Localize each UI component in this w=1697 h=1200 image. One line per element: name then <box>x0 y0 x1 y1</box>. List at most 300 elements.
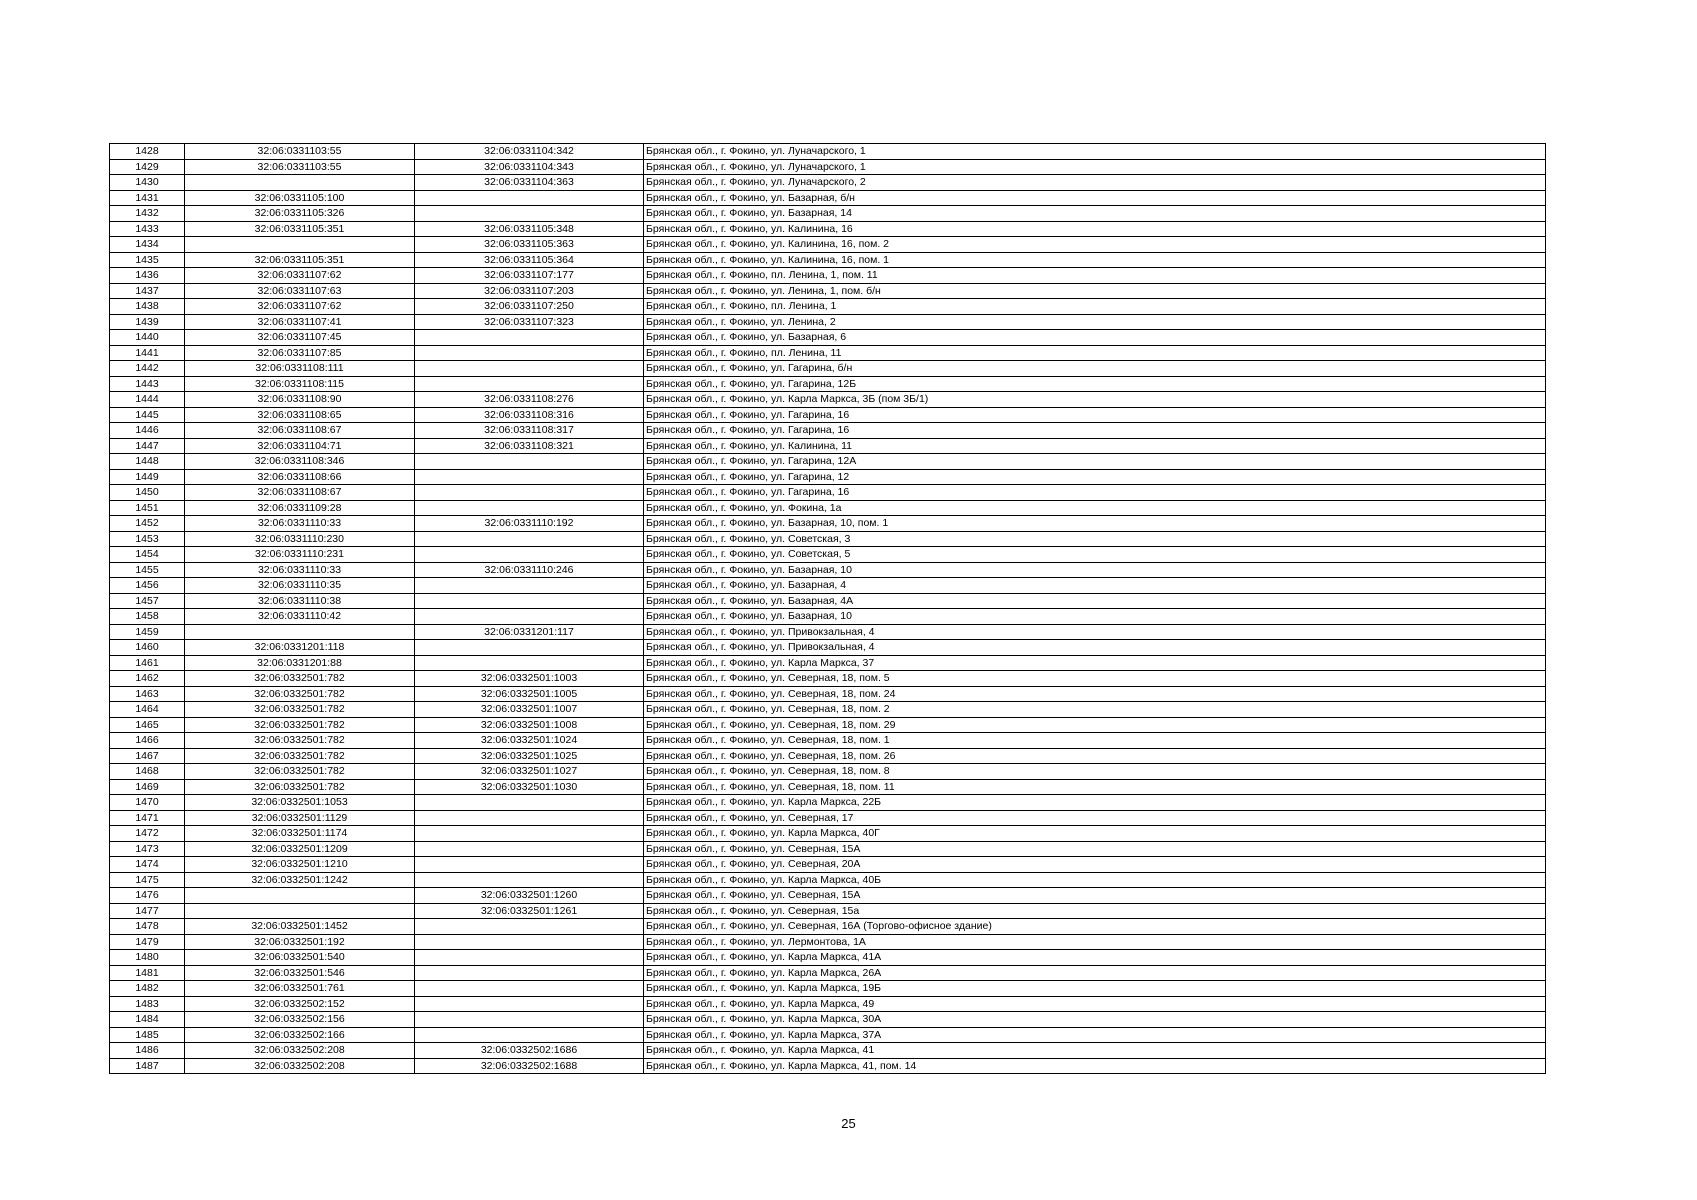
row-number-cell: 1430 <box>110 175 185 191</box>
object-number-cell: 32:06:0331108:317 <box>415 423 644 439</box>
table-row <box>110 903 1546 919</box>
address-cell: Брянская обл., г. Фокино, ул. Северная, 18, пом. 24 <box>644 686 1546 702</box>
row-number-cell: 1484 <box>110 1012 185 1028</box>
land-parcel-number-cell: 32:06:0331201:118 <box>185 640 415 656</box>
address-cell: Брянская обл., г. Фокино, пл. Ленина, 11 <box>644 345 1546 361</box>
row-number-cell: 1459 <box>110 624 185 640</box>
row-number-cell: 1480 <box>110 950 185 966</box>
table-row <box>110 578 1546 594</box>
row-number-cell: 1432 <box>110 206 185 222</box>
land-parcel-number-cell: 32:06:0331107:63 <box>185 283 415 299</box>
address-cell: Брянская обл., г. Фокино, ул. Базарная, 4 <box>644 578 1546 594</box>
row-number-cell: 1469 <box>110 779 185 795</box>
land-parcel-number-cell <box>185 237 415 253</box>
object-number-cell <box>415 454 644 470</box>
address-cell: Брянская обл., г. Фокино, ул. Советская, 5 <box>644 547 1546 563</box>
address-cell: Брянская обл., г. Фокино, ул. Северная, 18, пом. 26 <box>644 748 1546 764</box>
object-number-cell: 32:06:0332502:1686 <box>415 1043 644 1059</box>
row-number-cell: 1445 <box>110 407 185 423</box>
table-row <box>110 159 1546 175</box>
land-parcel-number-cell: 32:06:0331107:85 <box>185 345 415 361</box>
table-row <box>110 1058 1546 1074</box>
row-number-cell: 1478 <box>110 919 185 935</box>
object-number-cell: 32:06:0332501:1261 <box>415 903 644 919</box>
address-cell: Брянская обл., г. Фокино, ул. Базарная, 10, пом. 1 <box>644 516 1546 532</box>
object-number-cell <box>415 919 644 935</box>
table-row <box>110 423 1546 439</box>
land-parcel-number-cell: 32:06:0332501:1129 <box>185 810 415 826</box>
row-number-cell: 1428 <box>110 144 185 160</box>
land-parcel-number-cell: 32:06:0332501:782 <box>185 733 415 749</box>
address-cell: Брянская обл., г. Фокино, ул. Карла Маркса, 26А <box>644 965 1546 981</box>
land-parcel-number-cell: 32:06:0331109:28 <box>185 500 415 516</box>
address-cell: Брянская обл., г. Фокино, ул. Карла Маркса, 22Б <box>644 795 1546 811</box>
land-parcel-number-cell: 32:06:0332502:152 <box>185 996 415 1012</box>
table-row <box>110 779 1546 795</box>
land-parcel-number-cell: 32:06:0331107:62 <box>185 299 415 315</box>
land-parcel-number-cell: 32:06:0331107:41 <box>185 314 415 330</box>
table-row <box>110 609 1546 625</box>
row-number-cell: 1479 <box>110 934 185 950</box>
row-number-cell: 1467 <box>110 748 185 764</box>
address-cell: Брянская обл., г. Фокино, ул. Калинина, 11 <box>644 438 1546 454</box>
object-number-cell: 32:06:0331104:363 <box>415 175 644 191</box>
table-row <box>110 190 1546 206</box>
object-number-cell <box>415 593 644 609</box>
address-cell: Брянская обл., г. Фокино, ул. Базарная, 14 <box>644 206 1546 222</box>
address-cell: Брянская обл., г. Фокино, ул. Базарная, 10 <box>644 562 1546 578</box>
address-cell: Брянская обл., г. Фокино, ул. Гагарина, 12А <box>644 454 1546 470</box>
row-number-cell: 1477 <box>110 903 185 919</box>
object-number-cell: 32:06:0331105:348 <box>415 221 644 237</box>
table-row <box>110 392 1546 408</box>
object-number-cell <box>415 640 644 656</box>
row-number-cell: 1476 <box>110 888 185 904</box>
table-row <box>110 469 1546 485</box>
table-row <box>110 826 1546 842</box>
object-number-cell <box>415 376 644 392</box>
row-number-cell: 1438 <box>110 299 185 315</box>
address-cell: Брянская обл., г. Фокино, ул. Карла Маркса, 19Б <box>644 981 1546 997</box>
table-row <box>110 485 1546 501</box>
table-row <box>110 500 1546 516</box>
row-number-cell: 1473 <box>110 841 185 857</box>
row-number-cell: 1470 <box>110 795 185 811</box>
land-parcel-number-cell: 32:06:0332501:1174 <box>185 826 415 842</box>
row-number-cell: 1436 <box>110 268 185 284</box>
address-cell: Брянская обл., г. Фокино, ул. Калинина, 16 <box>644 221 1546 237</box>
land-parcel-number-cell: 32:06:0331110:42 <box>185 609 415 625</box>
row-number-cell: 1446 <box>110 423 185 439</box>
land-parcel-number-cell <box>185 888 415 904</box>
object-number-cell <box>415 795 644 811</box>
table-row <box>110 438 1546 454</box>
object-number-cell <box>415 655 644 671</box>
table-row <box>110 981 1546 997</box>
land-parcel-number-cell: 32:06:0331108:66 <box>185 469 415 485</box>
row-number-cell: 1447 <box>110 438 185 454</box>
table-row <box>110 919 1546 935</box>
land-parcel-number-cell: 32:06:0331103:55 <box>185 159 415 175</box>
object-number-cell <box>415 857 644 873</box>
address-cell: Брянская обл., г. Фокино, ул. Луначарского, 1 <box>644 159 1546 175</box>
row-number-cell: 1429 <box>110 159 185 175</box>
table-row <box>110 516 1546 532</box>
row-number-cell: 1456 <box>110 578 185 594</box>
land-parcel-number-cell: 32:06:0331108:111 <box>185 361 415 377</box>
table-row <box>110 965 1546 981</box>
table-row <box>110 268 1546 284</box>
object-number-cell: 32:06:0331107:323 <box>415 314 644 330</box>
row-number-cell: 1435 <box>110 252 185 268</box>
address-cell: Брянская обл., г. Фокино, ул. Базарная, б/н <box>644 190 1546 206</box>
table-row <box>110 299 1546 315</box>
address-cell: Брянская обл., г. Фокино, ул. Гагарина, 12Б <box>644 376 1546 392</box>
address-cell: Брянская обл., г. Фокино, ул. Северная, 16А (Торгово-офисное здание) <box>644 919 1546 935</box>
object-number-cell: 32:06:0332501:1027 <box>415 764 644 780</box>
land-parcel-number-cell: 32:06:0332502:166 <box>185 1027 415 1043</box>
land-parcel-number-cell: 32:06:0331108:90 <box>185 392 415 408</box>
land-parcel-number-cell: 32:06:0332501:1242 <box>185 872 415 888</box>
address-cell: Брянская обл., г. Фокино, ул. Карла Маркса, 41, пом. 14 <box>644 1058 1546 1074</box>
row-number-cell: 1434 <box>110 237 185 253</box>
table-row <box>110 996 1546 1012</box>
land-parcel-number-cell: 32:06:0331110:35 <box>185 578 415 594</box>
address-cell: Брянская обл., г. Фокино, ул. Северная, 18, пом. 5 <box>644 671 1546 687</box>
table-row <box>110 686 1546 702</box>
object-number-cell <box>415 531 644 547</box>
row-number-cell: 1464 <box>110 702 185 718</box>
table-row <box>110 640 1546 656</box>
address-cell: Брянская обл., г. Фокино, ул. Гагарина, 16 <box>644 407 1546 423</box>
table-row <box>110 407 1546 423</box>
object-number-cell <box>415 810 644 826</box>
object-number-cell: 32:06:0331201:117 <box>415 624 644 640</box>
object-number-cell <box>415 485 644 501</box>
table-row <box>110 671 1546 687</box>
object-number-cell <box>415 500 644 516</box>
address-cell: Брянская обл., г. Фокино, ул. Карла Маркса, 41 <box>644 1043 1546 1059</box>
address-cell: Брянская обл., г. Фокино, ул. Лермонтова, 1А <box>644 934 1546 950</box>
row-number-cell: 1487 <box>110 1058 185 1074</box>
row-number-cell: 1458 <box>110 609 185 625</box>
table-row <box>110 252 1546 268</box>
row-number-cell: 1455 <box>110 562 185 578</box>
row-number-cell: 1471 <box>110 810 185 826</box>
address-cell: Брянская обл., г. Фокино, ул. Карла Маркса, 3Б (пом 3Б/1) <box>644 392 1546 408</box>
row-number-cell: 1451 <box>110 500 185 516</box>
row-number-cell: 1472 <box>110 826 185 842</box>
table-row <box>110 175 1546 191</box>
object-number-cell: 32:06:0331105:363 <box>415 237 644 253</box>
land-parcel-number-cell: 32:06:0331108:67 <box>185 423 415 439</box>
land-parcel-number-cell: 32:06:0331108:67 <box>185 485 415 501</box>
address-cell: Брянская обл., г. Фокино, ул. Северная, 17 <box>644 810 1546 826</box>
table-row <box>110 593 1546 609</box>
object-number-cell <box>415 965 644 981</box>
table-row <box>110 748 1546 764</box>
object-number-cell <box>415 578 644 594</box>
land-parcel-number-cell: 32:06:0331105:351 <box>185 221 415 237</box>
table-row <box>110 950 1546 966</box>
row-number-cell: 1463 <box>110 686 185 702</box>
object-number-cell <box>415 950 644 966</box>
land-parcel-number-cell: 32:06:0332501:540 <box>185 950 415 966</box>
cadastral-table <box>109 143 1546 1074</box>
address-cell: Брянская обл., г. Фокино, ул. Карла Маркса, 41А <box>644 950 1546 966</box>
land-parcel-number-cell: 32:06:0332501:782 <box>185 779 415 795</box>
address-cell: Брянская обл., г. Фокино, ул. Северная, 18, пом. 1 <box>644 733 1546 749</box>
object-number-cell: 32:06:0331107:250 <box>415 299 644 315</box>
table-row <box>110 531 1546 547</box>
table-row <box>110 841 1546 857</box>
row-number-cell: 1468 <box>110 764 185 780</box>
land-parcel-number-cell: 32:06:0332502:208 <box>185 1058 415 1074</box>
object-number-cell <box>415 330 644 346</box>
row-number-cell: 1444 <box>110 392 185 408</box>
row-number-cell: 1431 <box>110 190 185 206</box>
row-number-cell: 1442 <box>110 361 185 377</box>
row-number-cell: 1457 <box>110 593 185 609</box>
address-cell: Брянская обл., г. Фокино, ул. Калинина, 16, пом. 1 <box>644 252 1546 268</box>
object-number-cell: 32:06:0331107:203 <box>415 283 644 299</box>
object-number-cell: 32:06:0332501:1025 <box>415 748 644 764</box>
table-row <box>110 1027 1546 1043</box>
land-parcel-number-cell: 32:06:0332501:1452 <box>185 919 415 935</box>
object-number-cell <box>415 996 644 1012</box>
table-row <box>110 717 1546 733</box>
address-cell: Брянская обл., г. Фокино, ул. Привокзальная, 4 <box>644 624 1546 640</box>
object-number-cell <box>415 1012 644 1028</box>
table-row <box>110 454 1546 470</box>
land-parcel-number-cell: 32:06:0331108:115 <box>185 376 415 392</box>
land-parcel-number-cell <box>185 175 415 191</box>
address-cell: Брянская обл., г. Фокино, ул. Базарная, 6 <box>644 330 1546 346</box>
object-number-cell <box>415 841 644 857</box>
table-row <box>110 361 1546 377</box>
land-parcel-number-cell: 32:06:0331107:45 <box>185 330 415 346</box>
table-row <box>110 283 1546 299</box>
address-cell: Брянская обл., г. Фокино, ул. Северная, 18, пом. 29 <box>644 717 1546 733</box>
address-cell: Брянская обл., г. Фокино, ул. Северная, 18, пом. 11 <box>644 779 1546 795</box>
row-number-cell: 1452 <box>110 516 185 532</box>
object-number-cell: 32:06:0331108:321 <box>415 438 644 454</box>
table-row <box>110 872 1546 888</box>
row-number-cell: 1441 <box>110 345 185 361</box>
land-parcel-number-cell: 32:06:0332501:782 <box>185 702 415 718</box>
row-number-cell: 1474 <box>110 857 185 873</box>
land-parcel-number-cell: 32:06:0331108:346 <box>185 454 415 470</box>
object-number-cell <box>415 345 644 361</box>
object-number-cell <box>415 547 644 563</box>
object-number-cell <box>415 872 644 888</box>
object-number-cell: 32:06:0332501:1008 <box>415 717 644 733</box>
land-parcel-number-cell: 32:06:0332502:156 <box>185 1012 415 1028</box>
address-cell: Брянская обл., г. Фокино, ул. Северная, 20А <box>644 857 1546 873</box>
row-number-cell: 1454 <box>110 547 185 563</box>
object-number-cell: 32:06:0331110:246 <box>415 562 644 578</box>
object-number-cell <box>415 206 644 222</box>
table-row <box>110 888 1546 904</box>
row-number-cell: 1439 <box>110 314 185 330</box>
table-row <box>110 934 1546 950</box>
row-number-cell: 1486 <box>110 1043 185 1059</box>
table-row <box>110 562 1546 578</box>
address-cell: Брянская обл., г. Фокино, ул. Карла Маркса, 30А <box>644 1012 1546 1028</box>
object-number-cell <box>415 1027 644 1043</box>
address-cell: Брянская обл., г. Фокино, ул. Калинина, 16, пом. 2 <box>644 237 1546 253</box>
object-number-cell <box>415 609 644 625</box>
table-row <box>110 330 1546 346</box>
address-cell: Брянская обл., г. Фокино, пл. Ленина, 1 <box>644 299 1546 315</box>
row-number-cell: 1483 <box>110 996 185 1012</box>
land-parcel-number-cell: 32:06:0331105:100 <box>185 190 415 206</box>
table-row <box>110 206 1546 222</box>
land-parcel-number-cell: 32:06:0332501:546 <box>185 965 415 981</box>
object-number-cell: 32:06:0332501:1003 <box>415 671 644 687</box>
row-number-cell: 1475 <box>110 872 185 888</box>
object-number-cell: 32:06:0331104:343 <box>415 159 644 175</box>
row-number-cell: 1460 <box>110 640 185 656</box>
table-row <box>110 237 1546 253</box>
address-cell: Брянская обл., г. Фокино, ул. Советская, 3 <box>644 531 1546 547</box>
land-parcel-number-cell: 32:06:0331107:62 <box>185 268 415 284</box>
object-number-cell: 32:06:0331108:316 <box>415 407 644 423</box>
object-number-cell <box>415 981 644 997</box>
land-parcel-number-cell: 32:06:0332501:192 <box>185 934 415 950</box>
address-cell: Брянская обл., г. Фокино, ул. Карла Маркса, 40Б <box>644 872 1546 888</box>
land-parcel-number-cell: 32:06:0331108:65 <box>185 407 415 423</box>
object-number-cell <box>415 190 644 206</box>
row-number-cell: 1462 <box>110 671 185 687</box>
object-number-cell <box>415 934 644 950</box>
table-row <box>110 376 1546 392</box>
address-cell: Брянская обл., г. Фокино, ул. Карла Маркса, 49 <box>644 996 1546 1012</box>
object-number-cell: 32:06:0332501:1005 <box>415 686 644 702</box>
address-cell: Брянская обл., г. Фокино, ул. Карла Маркса, 37А <box>644 1027 1546 1043</box>
object-number-cell <box>415 826 644 842</box>
address-cell: Брянская обл., г. Фокино, ул. Северная, 18, пом. 8 <box>644 764 1546 780</box>
land-parcel-number-cell: 32:06:0331110:33 <box>185 516 415 532</box>
land-parcel-number-cell: 32:06:0332501:782 <box>185 686 415 702</box>
object-number-cell: 32:06:0332501:1024 <box>415 733 644 749</box>
address-cell: Брянская обл., г. Фокино, ул. Привокзальная, 4 <box>644 640 1546 656</box>
address-cell: Брянская обл., г. Фокино, ул. Базарная, 4А <box>644 593 1546 609</box>
row-number-cell: 1481 <box>110 965 185 981</box>
land-parcel-number-cell: 32:06:0331105:326 <box>185 206 415 222</box>
object-number-cell: 32:06:0332502:1688 <box>415 1058 644 1074</box>
land-parcel-number-cell: 32:06:0332501:1209 <box>185 841 415 857</box>
address-cell: Брянская обл., г. Фокино, ул. Луначарского, 2 <box>644 175 1546 191</box>
land-parcel-number-cell: 32:06:0332501:782 <box>185 671 415 687</box>
land-parcel-number-cell: 32:06:0332502:208 <box>185 1043 415 1059</box>
object-number-cell: 32:06:0331105:364 <box>415 252 644 268</box>
land-parcel-number-cell: 32:06:0331110:38 <box>185 593 415 609</box>
address-cell: Брянская обл., г. Фокино, ул. Северная, 18, пом. 2 <box>644 702 1546 718</box>
address-cell: Брянская обл., г. Фокино, ул. Гагарина, 16 <box>644 485 1546 501</box>
land-parcel-number-cell: 32:06:0331201:88 <box>185 655 415 671</box>
object-number-cell <box>415 361 644 377</box>
table-row <box>110 655 1546 671</box>
land-parcel-number-cell <box>185 624 415 640</box>
land-parcel-number-cell: 32:06:0332501:1053 <box>185 795 415 811</box>
land-parcel-number-cell: 32:06:0331104:71 <box>185 438 415 454</box>
land-parcel-number-cell: 32:06:0331110:33 <box>185 562 415 578</box>
land-parcel-number-cell: 32:06:0332501:761 <box>185 981 415 997</box>
table-row <box>110 733 1546 749</box>
table-row <box>110 144 1546 160</box>
address-cell: Брянская обл., г. Фокино, ул. Гагарина, 16 <box>644 423 1546 439</box>
object-number-cell: 32:06:0331110:192 <box>415 516 644 532</box>
table-row <box>110 810 1546 826</box>
address-cell: Брянская обл., г. Фокино, ул. Гагарина, 12 <box>644 469 1546 485</box>
cadastral-table-body <box>110 144 1546 1074</box>
address-cell: Брянская обл., г. Фокино, ул. Северная, 15а <box>644 903 1546 919</box>
row-number-cell: 1482 <box>110 981 185 997</box>
row-number-cell: 1449 <box>110 469 185 485</box>
table-row <box>110 764 1546 780</box>
land-parcel-number-cell <box>185 903 415 919</box>
row-number-cell: 1440 <box>110 330 185 346</box>
object-number-cell: 32:06:0332501:1030 <box>415 779 644 795</box>
table-row <box>110 702 1546 718</box>
land-parcel-number-cell: 32:06:0331103:55 <box>185 144 415 160</box>
land-parcel-number-cell: 32:06:0331110:230 <box>185 531 415 547</box>
row-number-cell: 1443 <box>110 376 185 392</box>
table-row <box>110 221 1546 237</box>
object-number-cell: 32:06:0331104:342 <box>415 144 644 160</box>
row-number-cell: 1433 <box>110 221 185 237</box>
object-number-cell: 32:06:0331108:276 <box>415 392 644 408</box>
table-row <box>110 1012 1546 1028</box>
table-row <box>110 1043 1546 1059</box>
table-row <box>110 795 1546 811</box>
row-number-cell: 1450 <box>110 485 185 501</box>
row-number-cell: 1485 <box>110 1027 185 1043</box>
table-row <box>110 345 1546 361</box>
land-parcel-number-cell: 32:06:0332501:1210 <box>185 857 415 873</box>
land-parcel-number-cell: 32:06:0331110:231 <box>185 547 415 563</box>
table-row <box>110 624 1546 640</box>
land-parcel-number-cell: 32:06:0332501:782 <box>185 717 415 733</box>
address-cell: Брянская обл., г. Фокино, ул. Базарная, 10 <box>644 609 1546 625</box>
object-number-cell <box>415 469 644 485</box>
row-number-cell: 1466 <box>110 733 185 749</box>
land-parcel-number-cell: 32:06:0331105:351 <box>185 252 415 268</box>
address-cell: Брянская обл., г. Фокино, пл. Ленина, 1, пом. 11 <box>644 268 1546 284</box>
object-number-cell: 32:06:0332501:1007 <box>415 702 644 718</box>
page-number: 25 <box>841 1116 856 1131</box>
row-number-cell: 1461 <box>110 655 185 671</box>
row-number-cell: 1465 <box>110 717 185 733</box>
address-cell: Брянская обл., г. Фокино, ул. Карла Маркса, 37 <box>644 655 1546 671</box>
address-cell: Брянская обл., г. Фокино, ул. Ленина, 1, пом. б/н <box>644 283 1546 299</box>
address-cell: Брянская обл., г. Фокино, ул. Северная, 15А <box>644 841 1546 857</box>
table-row <box>110 857 1546 873</box>
row-number-cell: 1453 <box>110 531 185 547</box>
object-number-cell: 32:06:0332501:1260 <box>415 888 644 904</box>
address-cell: Брянская обл., г. Фокино, ул. Северная, 15А <box>644 888 1546 904</box>
object-number-cell: 32:06:0331107:177 <box>415 268 644 284</box>
row-number-cell: 1437 <box>110 283 185 299</box>
land-parcel-number-cell: 32:06:0332501:782 <box>185 764 415 780</box>
address-cell: Брянская обл., г. Фокино, ул. Луначарского, 1 <box>644 144 1546 160</box>
row-number-cell: 1448 <box>110 454 185 470</box>
table-row <box>110 314 1546 330</box>
land-parcel-number-cell: 32:06:0332501:782 <box>185 748 415 764</box>
address-cell: Брянская обл., г. Фокино, ул. Ленина, 2 <box>644 314 1546 330</box>
table-row <box>110 547 1546 563</box>
